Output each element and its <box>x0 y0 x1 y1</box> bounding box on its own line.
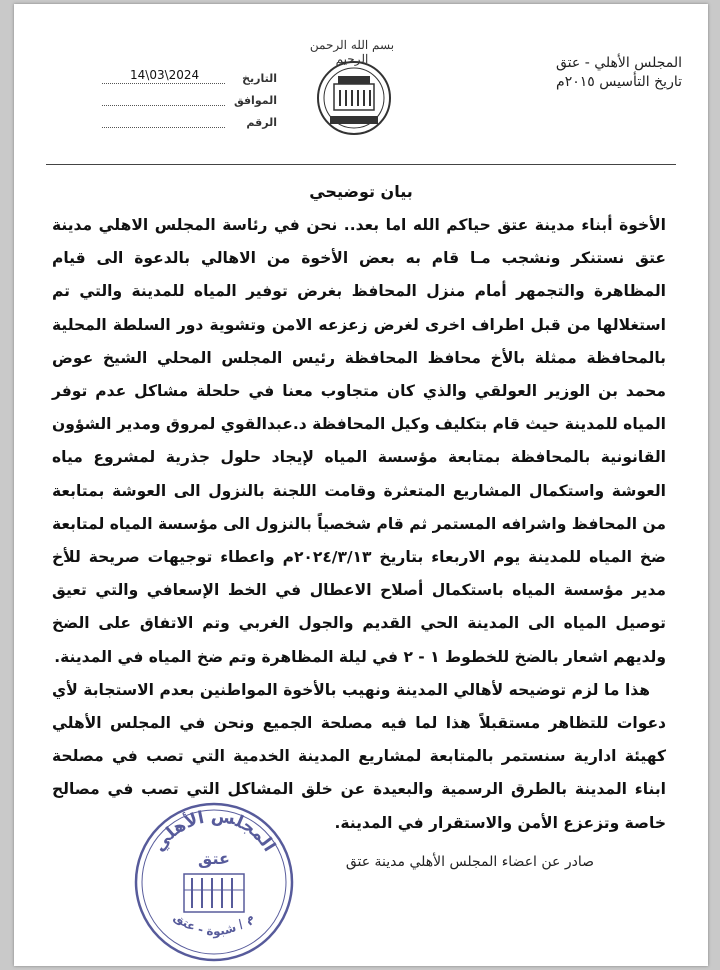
basmala: بسم الله الرحمن الرحيم <box>309 38 395 66</box>
number-row <box>102 112 277 134</box>
ref-row <box>102 90 277 112</box>
stamp-top-text: المجلس الأهلي <box>149 806 280 856</box>
date-value: 14\03\2024 <box>130 68 200 82</box>
number-label: الرقم <box>246 116 277 129</box>
organization-header <box>502 54 682 92</box>
document-body <box>52 209 666 840</box>
letter-sheet <box>14 4 708 966</box>
stamp-middle-text: عتق <box>198 849 230 868</box>
council-logo-icon <box>314 54 394 144</box>
header-divider <box>46 164 676 165</box>
body-paragraph: الأخوة أبناء مدينة عتق حياكم الله اما بعد.. نحن في رئاسة المجلس الاهلي مدينة عتق نستنكر ونشجب مـا قام به بعض الأخوة من الاهالي بالدعوة الى قيام المظاهرة والتجمهر أمام منزل المحافظ بغرض توفير المياه للمدينة والتي تم استغلالها من قبل اطراف اخرى لغرض زعزعه الامن وتشوية دور السلطة المحلية بالمحافظة ممثلة بالأخ محافظ المحافظة رئيس المجلس المحلي الشيخ عوض محمد بن الوزير العولقي والذي كان متجاوب معنا في حلحلة مشاكل عدم توفر المياه للمدينة حيث قام بتكليف وكيل المحافظة د.عبدالقوي لمروق ومدير الشؤون القانونية بالمحافظة بمتابعة مؤسسة المياه لإيجاد حلول جذرية لمشروع مياه العوشة واستكمال المشاريع المتعثرة وقامت اللجنة بالنزول الى العوشة بمتابعة من المحافظ واشرافه المستمر ثم قام شخصياً بالنزول الى مؤسسة المياه لمتابعة ضخ المياه للمدينة يوم الاربعاء بتاريخ ٢٠٢٤/٣/١٣م واعطاء توجيهات صريحة للأخ مدير مؤسسة المياه باستكمال أصلاح الاعطال في الخط الإسعافي والتي تعيق توصيل المياه الى المدينة الحي القديم والجول الغربي وتم الاتفاق على الضخ ولديهم اشعار بالضخ للخطوط ١ - ٢ في ليلة المظاهرة وتم ضخ المياه في المدينة. <box>52 216 666 666</box>
date-label: التاريخ <box>242 72 277 85</box>
document-title: بيان توضيحي <box>309 182 413 201</box>
organization-name: المجلس الأهلي - عتق <box>556 55 682 71</box>
stamp-bottom-text: م / شبوة - عتق <box>171 909 257 939</box>
official-stamp-icon <box>132 800 296 964</box>
ref-label: الموافق <box>233 94 277 107</box>
issued-by: صادر عن اعضاء المجلس الأهلي مدينة عتق <box>345 854 594 870</box>
date-line <box>102 83 225 84</box>
ref-line <box>102 105 225 106</box>
document-meta <box>102 68 277 134</box>
date-row <box>102 68 277 90</box>
body-paragraph: هذا ما لزم توضيحه لأهالي المدينة ونهيب بالأخوة المواطنين بعدم الاستجابة لأي دعوات للتظاهر مستقبلاً هذا لما فيه مصلحة الجميع ونحن في المجلس الأهلي كهيئة ادارية سنستمر بالمتابعة لمشاريع المدينة الخدمية التي تصب في مصلحة ابناء المدينة بالطرق الرسمية والبعيدة عن خلق المشاكل التي تصب في مصالح خاصة وتزعزع الأمن والاستقرار في المدينة. <box>52 680 666 832</box>
founding-date: تاريخ التأسيس ٢٠١٥م <box>556 74 682 90</box>
number-line <box>102 127 225 128</box>
